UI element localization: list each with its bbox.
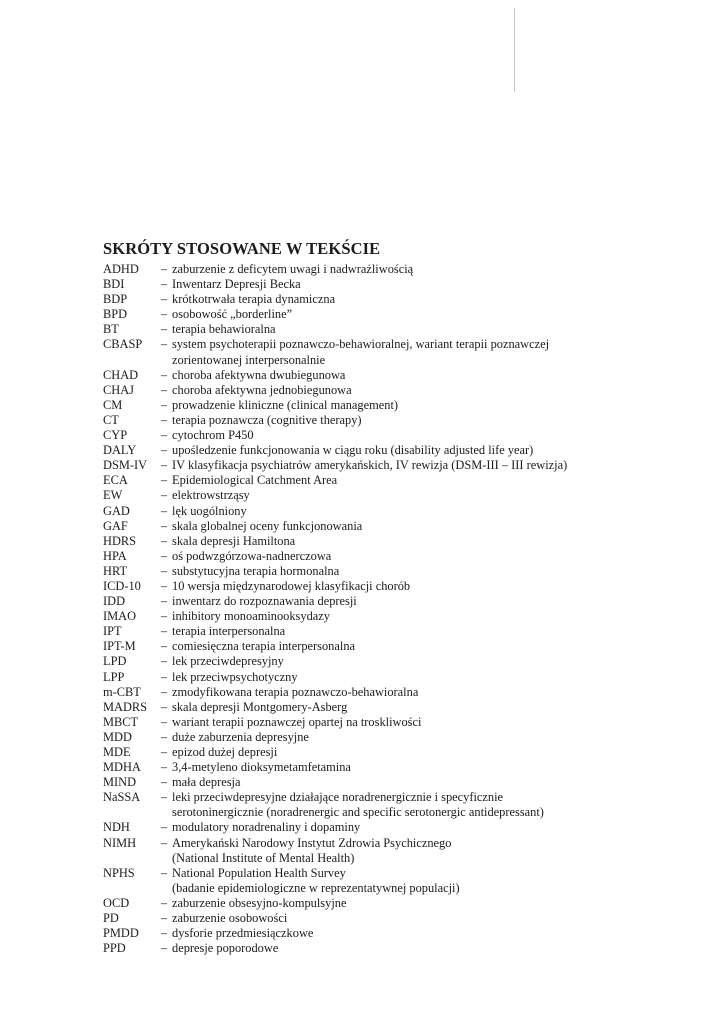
abbreviation-term: MDD bbox=[103, 729, 132, 744]
definition-line: inhibitory monoaminooksydazy bbox=[172, 609, 330, 624]
entry-dash: – bbox=[160, 699, 168, 714]
entry-dash: – bbox=[160, 624, 168, 639]
definition-line: (National Institute of Mental Health) bbox=[172, 850, 355, 865]
abbreviation-term: ICD-10 bbox=[103, 578, 141, 593]
entry-dash: – bbox=[160, 458, 168, 473]
definition-line: upośledzenie funkcjonowania w ciągu roku (disability adjusted life year) bbox=[172, 443, 534, 458]
abbreviation-list bbox=[103, 262, 703, 956]
entry-dash: – bbox=[160, 835, 168, 850]
abbreviation-term: NPHS bbox=[103, 865, 135, 880]
abbreviation-term: m-CBT bbox=[103, 684, 141, 699]
abbreviation-definition bbox=[172, 820, 703, 835]
abbreviation-entry bbox=[103, 519, 703, 534]
abbreviation-term: LPD bbox=[103, 654, 127, 669]
abbreviation-term: MBCT bbox=[103, 714, 139, 729]
entry-dash: – bbox=[160, 292, 168, 307]
definition-line: osobowość „borderline” bbox=[172, 307, 293, 322]
entry-dash: – bbox=[160, 382, 168, 397]
abbreviation-definition bbox=[172, 654, 703, 669]
abbreviation-definition bbox=[172, 685, 703, 700]
definition-line: epizod dużej depresji bbox=[172, 745, 278, 759]
abbreviation-entry bbox=[103, 700, 703, 715]
entry-dash: – bbox=[160, 518, 168, 533]
abbreviation-definition bbox=[172, 624, 703, 639]
abbreviation-entry bbox=[103, 896, 703, 911]
abbreviation-entry bbox=[103, 322, 703, 337]
entry-dash: – bbox=[160, 443, 168, 458]
definition-line: cytochrom P450 bbox=[172, 428, 254, 443]
abbreviation-entry bbox=[103, 685, 703, 700]
definition-line: terapia interpersonalna bbox=[172, 624, 286, 639]
definition-line: krótkotrwała terapia dynamiczna bbox=[172, 292, 336, 307]
definition-line: skala depresji Montgomery-Asberg bbox=[172, 699, 348, 714]
abbreviation-definition bbox=[172, 534, 703, 549]
abbreviation-entry bbox=[103, 760, 703, 775]
abbreviation-term: CYP bbox=[103, 428, 128, 443]
abbreviation-term: DALY bbox=[103, 443, 137, 458]
entry-dash: – bbox=[160, 428, 168, 443]
abbreviation-term: EW bbox=[103, 488, 123, 503]
abbreviation-entry bbox=[103, 398, 703, 413]
abbreviation-entry bbox=[103, 549, 703, 564]
definition-line: National Population Health Survey bbox=[172, 865, 346, 880]
abbreviation-term: IPT bbox=[103, 624, 122, 639]
definition-line: zorientowanej interpersonalnie bbox=[172, 352, 326, 367]
entry-dash: – bbox=[160, 322, 168, 337]
abbreviation-definition bbox=[172, 307, 703, 322]
page-title: SKRÓTY STOSOWANE W TEKŚCIE bbox=[103, 239, 381, 259]
abbreviation-term: MDE bbox=[103, 745, 131, 759]
definition-line: skala globalnej oceny funkcjonowania bbox=[172, 518, 363, 533]
definition-line: modulatory noradrenaliny i dopaminy bbox=[172, 820, 361, 835]
abbreviation-entry bbox=[103, 609, 703, 624]
abbreviation-definition bbox=[172, 428, 703, 443]
abbreviation-definition bbox=[172, 337, 703, 367]
entry-dash: – bbox=[160, 714, 168, 729]
abbreviation-definition bbox=[172, 670, 703, 685]
entry-dash: – bbox=[160, 337, 168, 352]
definition-line: duże zaburzenia depresyjne bbox=[172, 729, 309, 744]
abbreviation-term: GAF bbox=[103, 518, 128, 533]
entry-dash: – bbox=[160, 307, 168, 322]
abbreviation-term: IPT-M bbox=[103, 639, 136, 654]
abbreviation-definition bbox=[172, 413, 703, 428]
abbreviation-definition bbox=[172, 262, 703, 277]
entry-dash: – bbox=[160, 548, 168, 563]
entry-dash: – bbox=[160, 609, 168, 624]
abbreviation-entry bbox=[103, 730, 703, 745]
abbreviation-entry bbox=[103, 790, 703, 820]
abbreviation-entry bbox=[103, 458, 703, 473]
entry-dash: – bbox=[160, 669, 168, 684]
abbreviation-definition bbox=[172, 926, 703, 941]
abbreviation-definition bbox=[172, 594, 703, 609]
abbreviation-term: CM bbox=[103, 397, 123, 412]
abbreviation-entry bbox=[103, 413, 703, 428]
entry-dash: – bbox=[160, 895, 168, 910]
definition-line: prowadzenie kliniczne (clinical management) bbox=[172, 397, 399, 412]
definition-line: terapia behawioralna bbox=[172, 322, 276, 337]
definition-line: Inwentarz Depresji Becka bbox=[172, 277, 301, 292]
abbreviation-term: NaSSA bbox=[103, 790, 141, 805]
abbreviation-term: HRT bbox=[103, 563, 128, 578]
entry-dash: – bbox=[160, 503, 168, 518]
definition-line: lek przeciwdepresyjny bbox=[172, 654, 284, 669]
abbreviation-term: PD bbox=[103, 911, 119, 926]
definition-line: system psychoterapii poznawczo-behawioralnej, wariant terapii poznawczej bbox=[172, 337, 550, 352]
abbreviation-entry bbox=[103, 428, 703, 443]
abbreviation-definition bbox=[172, 609, 703, 624]
definition-line: (badanie epidemiologiczne w reprezentatywnej populacji) bbox=[172, 880, 460, 895]
entry-dash: – bbox=[160, 790, 168, 805]
abbreviation-entry bbox=[103, 594, 703, 609]
abbreviation-term: IMAO bbox=[103, 609, 137, 624]
abbreviation-definition bbox=[172, 488, 703, 503]
abbreviation-entry bbox=[103, 911, 703, 926]
abbreviation-entry bbox=[103, 670, 703, 685]
entry-dash: – bbox=[160, 639, 168, 654]
page-edge-mark bbox=[514, 8, 515, 92]
abbreviation-entry bbox=[103, 941, 703, 956]
entry-dash: – bbox=[160, 745, 168, 759]
abbreviation-entry bbox=[103, 836, 703, 866]
entry-dash: – bbox=[160, 654, 168, 669]
definition-line: zaburzenie obsesyjno-kompulsyjne bbox=[172, 895, 347, 910]
abbreviation-entry bbox=[103, 277, 703, 292]
entry-dash: – bbox=[160, 488, 168, 503]
abbreviation-term: DSM-IV bbox=[103, 458, 148, 473]
abbreviation-definition bbox=[172, 443, 703, 458]
definition-line: skala depresji Hamiltona bbox=[172, 533, 296, 548]
abbreviation-term: IDD bbox=[103, 594, 126, 609]
definition-line: lęk uogólniony bbox=[172, 503, 247, 518]
abbreviation-term: CHAD bbox=[103, 367, 139, 382]
abbreviation-entry bbox=[103, 564, 703, 579]
abbreviation-definition bbox=[172, 549, 703, 564]
entry-dash: – bbox=[160, 760, 168, 775]
abbreviation-entry bbox=[103, 866, 703, 896]
entry-dash: – bbox=[160, 911, 168, 926]
abbreviation-definition bbox=[172, 866, 703, 896]
abbreviation-definition bbox=[172, 473, 703, 488]
definition-line: IV klasyfikacja psychiatrów amerykańskich, IV rewizja (DSM-III – III rewizja) bbox=[172, 458, 568, 473]
entry-dash: – bbox=[160, 367, 168, 382]
abbreviation-entry bbox=[103, 292, 703, 307]
definition-line: zaburzenie z deficytem uwagi i nadwrażliwością bbox=[172, 262, 414, 276]
definition-line: serotoninergicznie (noradrenergic and specific serotonergic antidepressant) bbox=[172, 805, 544, 820]
abbreviation-term: NIMH bbox=[103, 835, 137, 850]
abbreviation-definition bbox=[172, 730, 703, 745]
abbreviation-entry bbox=[103, 639, 703, 654]
abbreviation-definition bbox=[172, 836, 703, 866]
entry-dash: – bbox=[160, 865, 168, 880]
entry-dash: – bbox=[160, 473, 168, 488]
abbreviation-entry bbox=[103, 745, 703, 760]
abbreviation-term: BT bbox=[103, 322, 119, 337]
entry-dash: – bbox=[160, 775, 168, 790]
definition-line: zaburzenie osobowości bbox=[172, 911, 288, 926]
abbreviation-definition bbox=[172, 896, 703, 911]
abbreviation-entry bbox=[103, 534, 703, 549]
definition-line: comiesięczna terapia interpersonalna bbox=[172, 639, 356, 654]
definition-line: Amerykański Narodowy Instytut Zdrowia Psychicznego bbox=[172, 835, 452, 850]
abbreviation-entry bbox=[103, 926, 703, 941]
definition-line: oś podwzgórzowa-nadnerczowa bbox=[172, 548, 332, 563]
abbreviation-term: GAD bbox=[103, 503, 130, 518]
abbreviation-term: HPA bbox=[103, 548, 127, 563]
definition-line: leki przeciwdepresyjne działające noradrenergicznie i specyficznie bbox=[172, 790, 504, 805]
abbreviation-term: BPD bbox=[103, 307, 128, 322]
definition-line: choroba afektywna jednobiegunowa bbox=[172, 382, 352, 397]
abbreviation-definition bbox=[172, 700, 703, 715]
abbreviation-term: BDP bbox=[103, 292, 128, 307]
definition-line: terapia poznawcza (cognitive therapy) bbox=[172, 412, 362, 427]
definition-line: Epidemiological Catchment Area bbox=[172, 473, 338, 488]
entry-dash: – bbox=[160, 563, 168, 578]
abbreviation-definition bbox=[172, 911, 703, 926]
abbreviation-definition bbox=[172, 292, 703, 307]
entry-dash: – bbox=[160, 926, 168, 941]
abbreviation-definition bbox=[172, 322, 703, 337]
abbreviation-entry bbox=[103, 443, 703, 458]
entry-dash: – bbox=[160, 397, 168, 412]
abbreviation-definition bbox=[172, 579, 703, 594]
abbreviation-entry bbox=[103, 383, 703, 398]
abbreviation-entry bbox=[103, 262, 703, 277]
abbreviation-definition bbox=[172, 368, 703, 383]
definition-line: depresje poporodowe bbox=[172, 941, 279, 956]
abbreviation-definition bbox=[172, 775, 703, 790]
abbreviation-definition bbox=[172, 760, 703, 775]
abbreviation-term: HDRS bbox=[103, 533, 137, 548]
abbreviation-term: CT bbox=[103, 412, 119, 427]
abbreviation-definition bbox=[172, 398, 703, 413]
abbreviation-definition bbox=[172, 941, 703, 956]
abbreviation-entry bbox=[103, 715, 703, 730]
abbreviation-term: PPD bbox=[103, 941, 126, 956]
definition-line: 10 wersja międzynarodowej klasyfikacji chorób bbox=[172, 578, 411, 593]
abbreviation-entry bbox=[103, 368, 703, 383]
abbreviation-entry bbox=[103, 654, 703, 669]
definition-line: zmodyfikowana terapia poznawczo-behawioralna bbox=[172, 684, 419, 699]
entry-dash: – bbox=[160, 262, 168, 276]
abbreviation-definition bbox=[172, 383, 703, 398]
abbreviation-term: OCD bbox=[103, 895, 130, 910]
abbreviation-term: MADRS bbox=[103, 699, 148, 714]
abbreviation-entry bbox=[103, 820, 703, 835]
abbreviation-entry bbox=[103, 504, 703, 519]
abbreviation-term: PMDD bbox=[103, 926, 139, 941]
abbreviation-term: NDH bbox=[103, 820, 130, 835]
abbreviation-definition bbox=[172, 504, 703, 519]
abbreviation-definition bbox=[172, 564, 703, 579]
entry-dash: – bbox=[160, 412, 168, 427]
definition-line: wariant terapii poznawczej opartej na troskliwości bbox=[172, 714, 422, 729]
entry-dash: – bbox=[160, 594, 168, 609]
abbreviation-definition bbox=[172, 745, 703, 760]
entry-dash: – bbox=[160, 684, 168, 699]
abbreviation-term: BDI bbox=[103, 277, 125, 292]
entry-dash: – bbox=[160, 578, 168, 593]
abbreviation-term: MDHA bbox=[103, 760, 141, 775]
entry-dash: – bbox=[160, 533, 168, 548]
entry-dash: – bbox=[160, 277, 168, 292]
abbreviation-definition bbox=[172, 639, 703, 654]
abbreviation-definition bbox=[172, 715, 703, 730]
entry-dash: – bbox=[160, 941, 168, 956]
abbreviation-term: ECA bbox=[103, 473, 128, 488]
abbreviation-entry bbox=[103, 624, 703, 639]
abbreviation-term: ADHD bbox=[103, 262, 139, 276]
abbreviation-entry bbox=[103, 337, 703, 367]
definition-line: inwentarz do rozpoznawania depresji bbox=[172, 594, 357, 609]
abbreviation-entry bbox=[103, 307, 703, 322]
definition-line: mała depresja bbox=[172, 775, 241, 790]
abbreviation-term: MIND bbox=[103, 775, 137, 790]
entry-dash: – bbox=[160, 729, 168, 744]
definition-line: choroba afektywna dwubiegunowa bbox=[172, 367, 346, 382]
abbreviation-definition bbox=[172, 790, 703, 820]
entry-dash: – bbox=[160, 820, 168, 835]
abbreviation-entry bbox=[103, 775, 703, 790]
definition-line: substytucyjna terapia hormonalna bbox=[172, 563, 340, 578]
definition-line: dysforie przedmiesiączkowe bbox=[172, 926, 314, 941]
definition-line: elektrowstrząsy bbox=[172, 488, 250, 503]
abbreviation-definition bbox=[172, 458, 703, 473]
abbreviation-term: CBASP bbox=[103, 337, 143, 352]
abbreviation-entry bbox=[103, 579, 703, 594]
abbreviation-term: LPP bbox=[103, 669, 125, 684]
abbreviation-entry bbox=[103, 488, 703, 503]
definition-line: 3,4-metyleno dioksymetamfetamina bbox=[172, 760, 351, 775]
abbreviation-definition bbox=[172, 519, 703, 534]
abbreviation-entry bbox=[103, 473, 703, 488]
definition-line: lek przeciwpsychotyczny bbox=[172, 669, 298, 684]
abbreviation-definition bbox=[172, 277, 703, 292]
abbreviation-term: CHAJ bbox=[103, 382, 134, 397]
